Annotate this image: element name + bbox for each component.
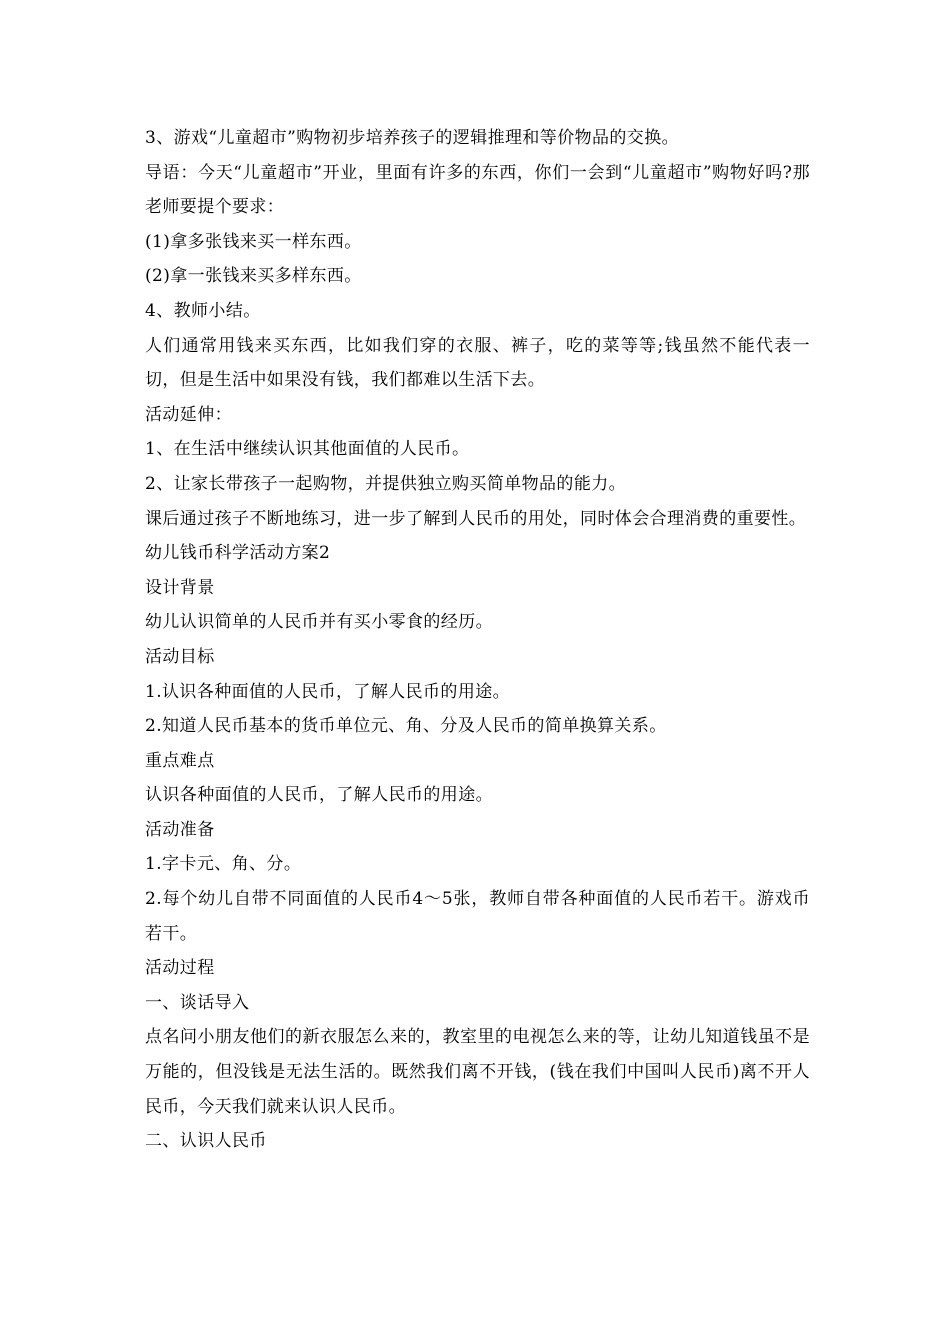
paragraph: 3、游戏“儿童超市”购物初步培养孩子的逻辑推理和等价物品的交换。 — [145, 128, 679, 148]
subheading: 活动目标 — [145, 646, 215, 667]
paragraph: 幼儿认识简单的人民币并有买小零食的经历。 — [145, 612, 493, 633]
paragraph: 活动延伸： — [145, 404, 232, 425]
paragraph: 4、教师小结。 — [145, 300, 261, 321]
paragraph: 2.知道人民币基本的货币单位元、角、分及人民币的简单换算关系。 — [145, 716, 667, 737]
subheading: 二、认识人民币 — [145, 1131, 267, 1152]
subheading: 活动准备 — [145, 819, 215, 840]
paragraph: 课后通过孩子不断地练习，进一步了解到人民币的用处，同时体会合理消费的重要性。 — [145, 508, 807, 529]
paragraph: 点名问小朋友他们的新衣服怎么来的，教室里的电视怎么来的等，让幼儿知道钱虽不是万能的，但没钱是无法生活的。既然我们离不开钱，(钱在我们中国叫人民币)离不开人民币，今天我们就来认识人民币。 — [145, 1027, 810, 1117]
subheading: 设计背景 — [145, 577, 215, 598]
paragraph: 认识各种面值的人民币，了解人民币的用途。 — [145, 785, 493, 806]
paragraph: 人们通常用钱来买东西，比如我们穿的衣服、裤子，吃的菜等等;钱虽然不能代表一切，但是生活中如果没有钱，我们都难以生活下去。 — [145, 335, 810, 391]
subheading: 重点难点 — [145, 750, 215, 771]
subheading: 一、谈话导入 — [145, 992, 250, 1013]
paragraph: (1)拿多张钱来买一样东西。 — [145, 231, 362, 252]
paragraph: 2.每个幼儿自带不同面值的人民币4～5张，教师自带各种面值的人民币若干。游戏币若干。 — [145, 889, 810, 944]
paragraph: 导语：今天“儿童超市”开业，里面有许多的东西，你们一会到“儿童超市”购物好吗?那老师要提个要求： — [145, 162, 810, 218]
paragraph: 1.认识各种面值的人民币，了解人民币的用途。 — [145, 681, 511, 702]
paragraph: 2、让家长带孩子一起购物，并提供独立购买简单物品的能力。 — [145, 473, 627, 494]
paragraph: (2)拿一张钱来买多样东西。 — [145, 266, 362, 287]
paragraph: 1、在生活中继续认识其他面值的人民币。 — [145, 439, 470, 460]
paragraph: 1.字卡元、角、分。 — [145, 854, 302, 875]
section-heading: 幼儿钱币科学活动方案2 — [145, 543, 331, 564]
subheading: 活动过程 — [145, 958, 215, 979]
document-body — [145, 121, 810, 1159]
